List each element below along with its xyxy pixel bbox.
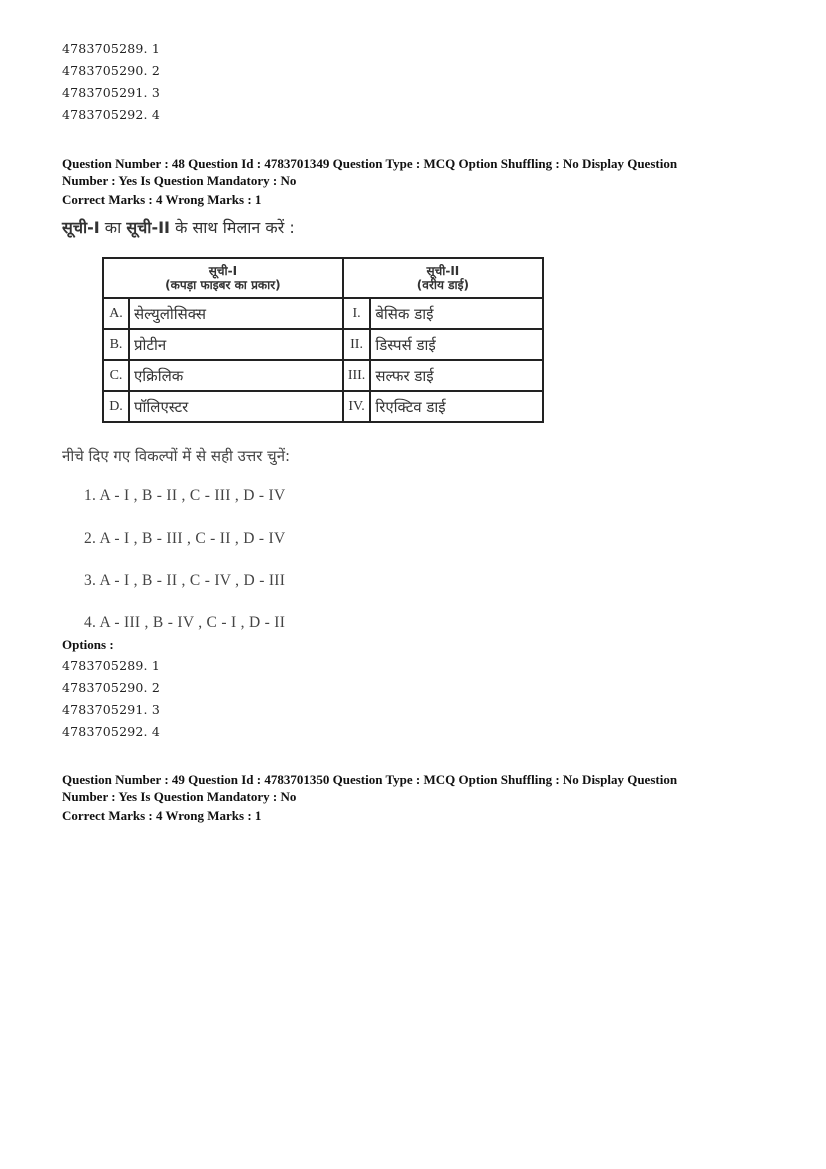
row-key: IV.	[343, 391, 371, 422]
meta-line: Question Number : 49 Question Id : 4783701350 Question Type : MCQ Option Shuffling : No Display Question	[62, 772, 678, 787]
row-key: C.	[103, 360, 129, 391]
table-row	[103, 298, 543, 329]
option-line: 4783705290. 2	[62, 63, 161, 78]
meta-line: Question Number : 48 Question Id : 4783701349 Question Type : MCQ Option Shuffling : No Display Question	[62, 156, 678, 171]
table-row	[103, 329, 543, 360]
row-value: रिएक्टिव डाई	[370, 391, 543, 422]
list-1-header: सूची-I (कपड़ा फाइबर का प्रकार)	[103, 258, 343, 298]
option-line: 4783705291. 3	[62, 702, 161, 717]
instruction-text: के साथ मिलान करें :	[170, 218, 295, 237]
row-key: III.	[343, 360, 371, 391]
row-value: सल्फर डाई	[370, 360, 543, 391]
option-line: 4783705289. 1	[62, 41, 161, 56]
table-row	[103, 391, 543, 422]
question-48-meta	[62, 155, 772, 208]
option-line: 4783705291. 3	[62, 85, 161, 100]
row-key: B.	[103, 329, 129, 360]
meta-line: Number : Yes Is Question Mandatory : No	[62, 173, 297, 188]
row-value: पॉलिएस्टर	[129, 391, 343, 422]
row-key: D.	[103, 391, 129, 422]
answer-choice: 4. A - III , B - IV , C - I , D - II	[84, 614, 286, 631]
marks-line: Correct Marks : 4 Wrong Marks : 1	[62, 192, 262, 207]
options-label: Options :	[62, 637, 114, 652]
row-value: एक्रिलिक	[129, 360, 343, 391]
marks-line: Correct Marks : 4 Wrong Marks : 1	[62, 808, 262, 823]
row-value: बेसिक डाई	[370, 298, 543, 329]
row-key: II.	[343, 329, 371, 360]
option-line: 4783705290. 2	[62, 680, 161, 695]
row-key: I.	[343, 298, 371, 329]
instruction-text: का	[99, 218, 127, 237]
question-instruction	[62, 216, 295, 238]
answer-choice: 2. A - I , B - III , C - II , D - IV	[84, 530, 286, 547]
option-line: 4783705292. 4	[62, 724, 161, 739]
choose-instruction: नीचे दिए गए विकल्पों में से सही उत्तर चुनें:	[62, 447, 291, 465]
row-key: A.	[103, 298, 129, 329]
match-table	[102, 257, 544, 423]
row-value: प्रोटीन	[129, 329, 343, 360]
list-2-label: सूची-II	[126, 218, 170, 237]
answer-choice: 3. A - I , B - II , C - IV , D - III	[84, 572, 286, 589]
option-line: 4783705289. 1	[62, 658, 161, 673]
meta-line: Number : Yes Is Question Mandatory : No	[62, 789, 297, 804]
list-2-header: सूची-II (वरीय डाई)	[343, 258, 543, 298]
table-header-row	[103, 258, 543, 298]
row-value: डिस्पर्स डाई	[370, 329, 543, 360]
question-49-meta	[62, 771, 772, 824]
list-1-label: सूची-I	[62, 218, 100, 237]
option-line: 4783705292. 4	[62, 107, 161, 122]
row-value: सेल्युलोसिक्स	[129, 298, 343, 329]
table-row	[103, 360, 543, 391]
answer-choice: 1. A - I , B - II , C - III , D - IV	[84, 487, 286, 504]
